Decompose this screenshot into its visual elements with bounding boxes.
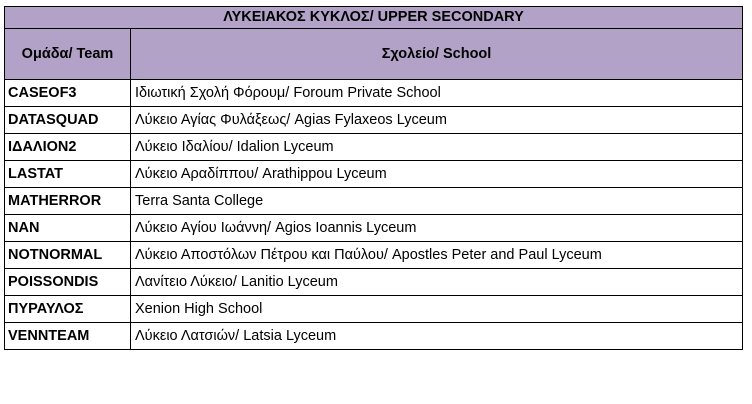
- school-cell: Λύκειο Αγίας Φυλάξεως/ Agias Fylaxeos Lyceum: [131, 107, 743, 134]
- table-row: [5, 242, 743, 269]
- team-cell: ΠΥΡΑΥΛΟΣ: [5, 296, 131, 323]
- team-cell: POISSONDIS: [5, 269, 131, 296]
- table-row: [5, 296, 743, 323]
- school-cell: Λύκειο Αραδίππου/ Arathippou Lyceum: [131, 161, 743, 188]
- school-cell: Λύκειο Ιδαλίου/ Idalion Lyceum: [131, 134, 743, 161]
- table-title-row: [5, 7, 743, 29]
- table-title: ΛΥΚΕΙΑΚΟΣ ΚΥΚΛΟΣ/ UPPER SECONDARY: [5, 7, 743, 29]
- table-row: [5, 323, 743, 350]
- school-cell: Xenion High School: [131, 296, 743, 323]
- table-row: [5, 269, 743, 296]
- school-cell: Λύκειο Αγίου Ιωάννη/ Agios Ioannis Lyceum: [131, 215, 743, 242]
- table-row: [5, 188, 743, 215]
- school-cell: Ιδιωτική Σχολή Φόρουμ/ Foroum Private School: [131, 80, 743, 107]
- school-cell: Terra Santa College: [131, 188, 743, 215]
- team-cell: VENNTEAM: [5, 323, 131, 350]
- school-column-header: Σχολείο/ School: [131, 29, 743, 80]
- team-cell: NOTNORMAL: [5, 242, 131, 269]
- table-row: [5, 80, 743, 107]
- school-cell: Λύκειο Λατσιών/ Latsia Lyceum: [131, 323, 743, 350]
- team-cell: NAN: [5, 215, 131, 242]
- team-column-header: Ομάδα/ Team: [5, 29, 131, 80]
- team-cell: LASTAT: [5, 161, 131, 188]
- table-row: [5, 107, 743, 134]
- table-row: [5, 134, 743, 161]
- school-cell: Λανίτειο Λύκειο/ Lanitio Lyceum: [131, 269, 743, 296]
- team-cell: MATHERROR: [5, 188, 131, 215]
- team-cell: CASEOF3: [5, 80, 131, 107]
- table-header-row: [5, 29, 743, 80]
- team-cell: DATASQUAD: [5, 107, 131, 134]
- table-row: [5, 215, 743, 242]
- table-row: [5, 161, 743, 188]
- table-body: [5, 80, 743, 350]
- school-cell: Λύκειο Αποστόλων Πέτρου και Παύλου/ Apostles Peter and Paul Lyceum: [131, 242, 743, 269]
- team-cell: ΙΔΑΛΙΟΝ2: [5, 134, 131, 161]
- teams-table: [4, 6, 743, 350]
